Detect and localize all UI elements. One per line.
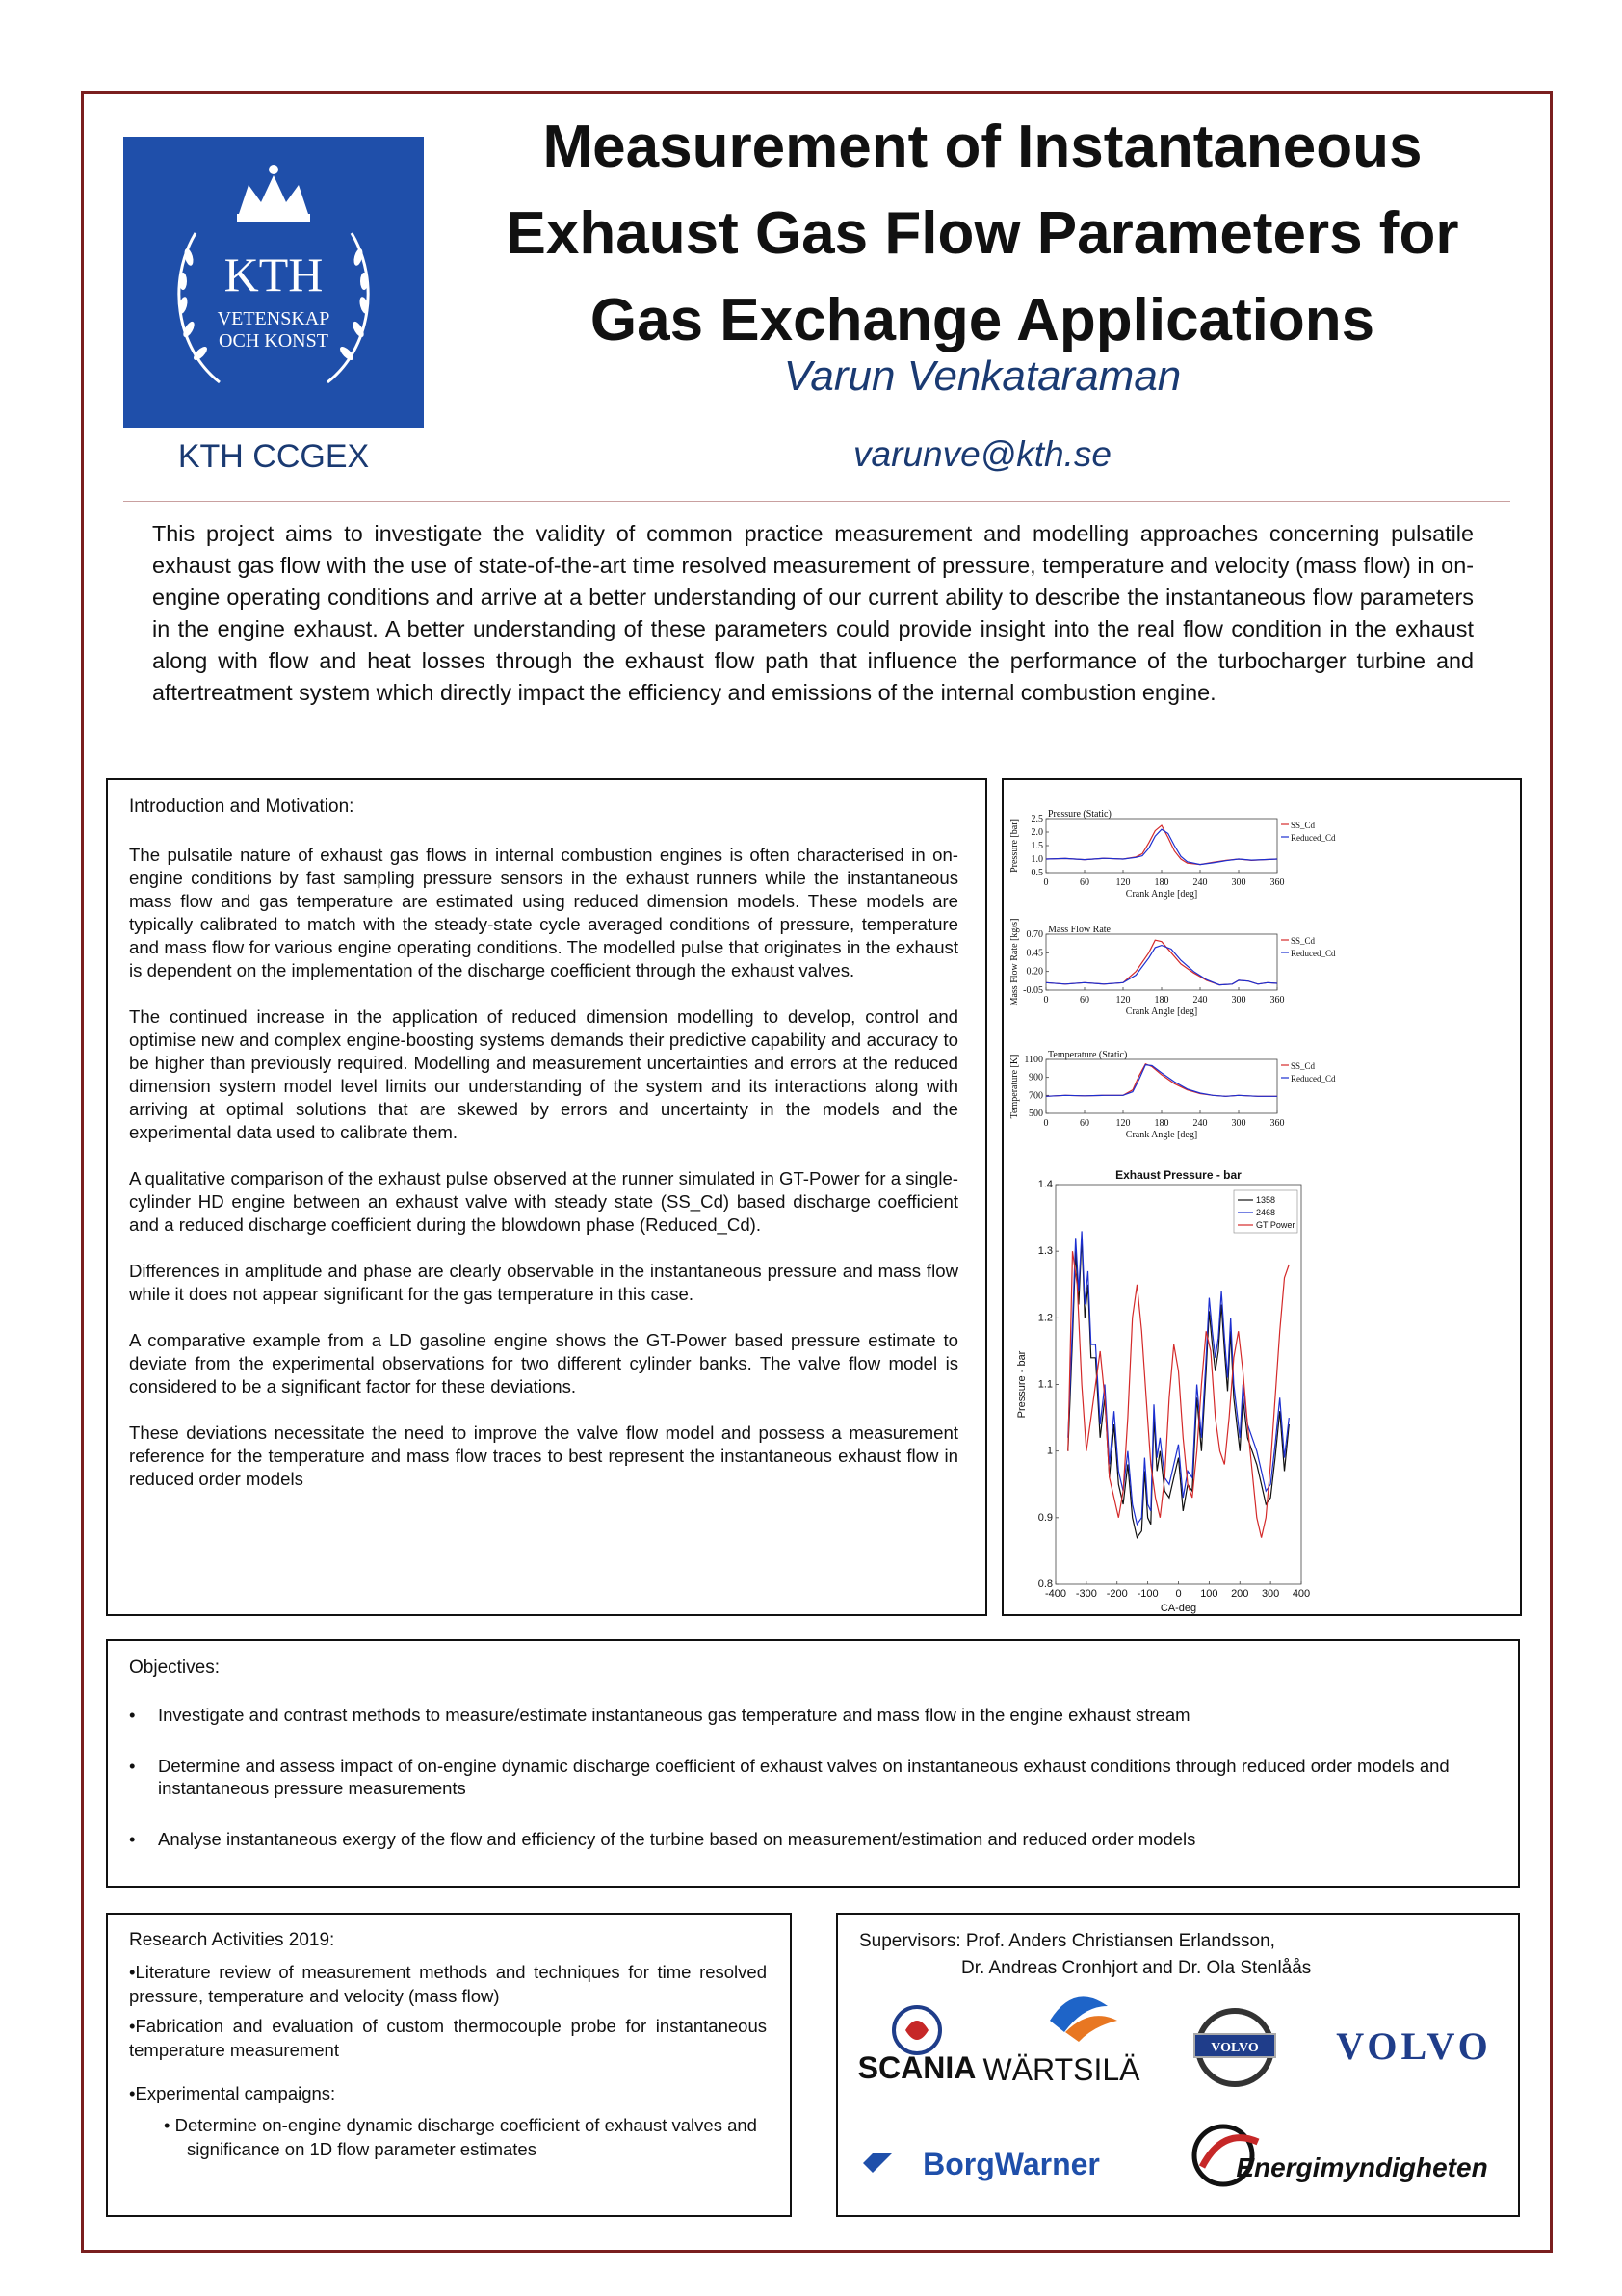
intro-paragraph: A qualitative comparison of the exhaust pulse observed at the runner simulated in GT-Power for a single-cylinder HD engine between an exhaust valve with steady state (SS_Cd) based discharge coefficient and a reduced discharge coefficient during the blowdown phase (Reduced_Cd). bbox=[129, 1168, 958, 1235]
svg-text:OCH KONST: OCH KONST bbox=[219, 330, 328, 352]
y-tick-label: 900 bbox=[1029, 1072, 1043, 1083]
svg-text:VOLVO: VOLVO bbox=[1211, 2041, 1259, 2055]
objectives-heading: Objectives: bbox=[129, 1657, 220, 1678]
legend-entry: SS_Cd bbox=[1291, 936, 1316, 946]
legend-entry: Reduced_Cd bbox=[1291, 1074, 1336, 1083]
chart-title: Mass Flow Rate bbox=[1048, 925, 1111, 935]
volvo-badge-logo bbox=[1194, 2011, 1275, 2084]
objective-item: • Determine and assess impact of on-engine dynamic discharge coefficient of exhaust valves on instantaneous exhaust conditions through reduced order models and instantaneous pressure measurements bbox=[129, 1755, 1497, 1799]
energimyndigheten-logo bbox=[1194, 2126, 1488, 2184]
svg-text:BorgWarner: BorgWarner bbox=[923, 2147, 1100, 2181]
y-tick-label: 1.1 bbox=[1037, 1378, 1053, 1391]
x-tick-label: 240 bbox=[1192, 1118, 1208, 1129]
objectives-section bbox=[106, 1639, 1520, 1888]
x-tick-label: 60 bbox=[1080, 995, 1089, 1005]
y-tick-label: 700 bbox=[1029, 1090, 1043, 1102]
legend-entry: 2468 bbox=[1256, 1208, 1276, 1217]
x-tick-label: 60 bbox=[1080, 1118, 1089, 1129]
chart-title: Pressure (Static) bbox=[1048, 809, 1112, 820]
activity-item: •Fabrication and evaluation of custom thermocouple probe for instantaneous temperature measurement bbox=[129, 2016, 767, 2060]
activity-item: •Literature review of measurement methods and techniques for time resolved pressure, temperature and velocity (mass flow) bbox=[129, 1962, 767, 2006]
x-tick-label: 180 bbox=[1154, 1118, 1169, 1129]
x-axis-label: Crank Angle [deg] bbox=[1125, 1130, 1198, 1140]
y-tick-label: 1.5 bbox=[1031, 841, 1043, 851]
kth-crest-icon bbox=[123, 137, 424, 428]
activities-heading: Research Activities 2019: bbox=[129, 1930, 335, 1950]
author-email[interactable]: varunve@kth.se bbox=[853, 434, 1112, 474]
legend-entry: 1358 bbox=[1256, 1195, 1276, 1205]
y-tick-label: 0.20 bbox=[1026, 966, 1043, 978]
y-tick-label: 0.70 bbox=[1026, 929, 1043, 940]
x-tick-label: 300 bbox=[1231, 995, 1246, 1005]
volvo-wordmark-logo bbox=[1336, 2024, 1491, 2068]
intro-paragraph: The pulsatile nature of exhaust gas flows in internal combustion engines is often characterised in on-engine conditions by fast sampling pressure sensors in the exhaust runners while the instantaneous mass flow and gas temperature are estimated using reduced dimension models. These models are typically calibrated to match with the steady-state cycle averaged conditions of pressure, temperature and mass flow for various engine operating conditions. The modelled pulse that originates in the exhaust is dependent on the implementation of the discharge coefficient through the exhaust valves. bbox=[129, 845, 958, 980]
x-tick-label: 60 bbox=[1080, 877, 1089, 888]
y-tick-label: 0.8 bbox=[1037, 1578, 1053, 1590]
figures-panel bbox=[1002, 778, 1522, 1616]
chart-title: Temperature (Static) bbox=[1048, 1050, 1128, 1060]
x-tick-label: 0 bbox=[1175, 1588, 1182, 1600]
author-name: Varun Venkataraman bbox=[783, 352, 1182, 400]
activity-item: •Experimental campaigns: bbox=[129, 2083, 336, 2103]
x-tick-label: 240 bbox=[1192, 877, 1208, 888]
y-tick-label: 0.5 bbox=[1031, 868, 1043, 878]
x-tick-label: 240 bbox=[1192, 995, 1208, 1005]
y-tick-label: 2.5 bbox=[1031, 814, 1043, 824]
y-axis-label: Mass Flow Rate [kg/s] bbox=[1009, 918, 1020, 1006]
x-tick-label: -200 bbox=[1106, 1588, 1128, 1600]
x-tick-label: 360 bbox=[1269, 995, 1285, 1005]
x-tick-label: 180 bbox=[1154, 877, 1169, 888]
chart-frame bbox=[1046, 934, 1277, 990]
intro-paragraph: A comparative example from a LD gasoline engine shows the GT-Power based pressure estimate to deviate from the experimental observations for two different cylinder banks. The valve flow model is considered to be a significant factor for these deviations. bbox=[129, 1330, 958, 1396]
x-tick-label: 360 bbox=[1269, 877, 1285, 888]
intro-paragraph: The continued increase in the application of reduced dimension modelling to develop, control and optimise new and complex engine-boosting systems demands their predictive capability and accuracy to be higher than previously required. Modelling and measurement uncertainties and errors at the reduced dimension system model level limits our understanding of the system and its interactions along with arriving at optimal solutions that are skewed by errors and uncertainty in the models and the experimental data used to calibrate them. bbox=[129, 1006, 958, 1142]
y-tick-label: 0.9 bbox=[1037, 1511, 1053, 1524]
x-tick-label: -100 bbox=[1137, 1588, 1159, 1600]
research-activities-section bbox=[106, 1913, 792, 2217]
supervisors-section bbox=[836, 1913, 1520, 2217]
x-tick-label: 200 bbox=[1231, 1588, 1249, 1600]
objective-item: • Investigate and contrast methods to measure/estimate instantaneous gas temperature and mass flow in the engine exhaust stream bbox=[129, 1704, 1497, 1726]
x-tick-label: 0 bbox=[1043, 1118, 1049, 1129]
x-tick-label: 0 bbox=[1043, 995, 1049, 1005]
legend-entry: Reduced_Cd bbox=[1291, 833, 1336, 843]
supervisors-line-2: Dr. Andreas Cronhjort and Dr. Ola Stenlåås bbox=[961, 1958, 1312, 1978]
svg-text:VETENSKAP: VETENSKAP bbox=[217, 308, 330, 329]
chart-title: Exhaust Pressure - bar bbox=[1115, 1168, 1242, 1182]
header-divider bbox=[123, 501, 1510, 502]
figures-svg bbox=[1004, 780, 1520, 1614]
sponsor-logos bbox=[838, 1915, 1522, 2219]
x-tick-label: 120 bbox=[1115, 1118, 1131, 1129]
poster-title: Measurement of Instantaneous Exhaust Gas Flow Parameters for Gas Exchange Applications bbox=[506, 114, 1459, 353]
intro-section bbox=[106, 778, 987, 1616]
x-tick-label: 120 bbox=[1115, 995, 1131, 1005]
y-tick-label: 1.3 bbox=[1037, 1245, 1053, 1258]
svg-text:SCANIA: SCANIA bbox=[857, 2050, 977, 2085]
organization-name: KTH CCGEX bbox=[177, 438, 370, 475]
borgwarner-logo bbox=[863, 2147, 1100, 2181]
chart-frame bbox=[1046, 1059, 1277, 1113]
intro-heading: Introduction and Motivation: bbox=[129, 796, 354, 817]
scania-logo bbox=[858, 2007, 977, 2085]
legend-entry: SS_Cd bbox=[1291, 821, 1316, 830]
objective-item: • Analyse instantaneous exergy of the flow and efficiency of the turbine based on measurement/estimation and reduced order models bbox=[129, 1828, 1497, 1850]
intro-paragraph: These deviations necessitate the need to improve the valve flow model and possess a measurement reference for the temperature and mass flow traces to best represent the instantaneous exhaust flow in reduced order models bbox=[129, 1422, 958, 1489]
y-tick-label: 0.45 bbox=[1026, 948, 1043, 959]
abstract: This project aims to investigate the validity of common practice measurement and modelling approaches concerning pulsatile exhaust gas flow with the use of state-of-the-art time resolved measurement of pressure, temperature and velocity (mass flow) in on-engine operating conditions and arrive at a better understanding of our current ability to describe the instantaneous flow parameters in the engine exhaust. A better understanding of these parameters could provide insight into the real flow condition in the exhaust along with flow and heat losses through the exhaust flow path that influence the performance of the turbocharger turbine and aftertreatment system which directly impact the efficiency and emissions of the internal combustion engine. bbox=[152, 521, 1474, 705]
y-axis-label: Temperature [K] bbox=[1009, 1054, 1020, 1119]
y-axis-label: Pressure [bar] bbox=[1009, 819, 1020, 873]
x-tick-label: -300 bbox=[1075, 1588, 1097, 1600]
kth-logo bbox=[123, 137, 424, 428]
y-axis-label: Pressure - bar bbox=[1016, 1350, 1028, 1419]
svg-text:KTH: KTH bbox=[223, 248, 324, 301]
x-tick-label: 360 bbox=[1269, 1118, 1285, 1129]
y-tick-label: 1100 bbox=[1024, 1055, 1043, 1065]
x-tick-label: -400 bbox=[1044, 1588, 1067, 1600]
intro-paragraph: Differences in amplitude and phase are clearly observable in the instantaneous pressure and mass flow while it does not appear significant for the gas temperature in this case. bbox=[129, 1261, 958, 1304]
y-tick-label: 500 bbox=[1029, 1109, 1043, 1119]
y-tick-label: 1.0 bbox=[1031, 854, 1043, 865]
wartsila-logo bbox=[983, 1996, 1141, 2087]
activity-sub-item: • Determine on-engine dynamic discharge coefficient of exhaust valves and significance on 1D flow parameter estimates bbox=[164, 2115, 757, 2159]
x-tick-label: 0 bbox=[1043, 877, 1049, 888]
x-tick-label: 120 bbox=[1115, 877, 1131, 888]
x-tick-label: 400 bbox=[1292, 1588, 1311, 1600]
x-tick-label: 300 bbox=[1231, 877, 1246, 888]
svg-text:Energimyndigheten: Energimyndigheten bbox=[1236, 2152, 1488, 2182]
y-tick-label: 2.0 bbox=[1031, 827, 1043, 838]
x-tick-label: 300 bbox=[1261, 1588, 1280, 1600]
svg-text:VOLVO: VOLVO bbox=[1336, 2024, 1492, 2068]
svg-text:WÄRTSILÄ: WÄRTSILÄ bbox=[982, 2052, 1140, 2087]
y-tick-label: 1 bbox=[1046, 1445, 1053, 1457]
y-tick-label: 1.4 bbox=[1037, 1179, 1053, 1190]
x-tick-label: 100 bbox=[1200, 1588, 1218, 1600]
objectives-list bbox=[129, 1704, 1497, 1850]
x-axis-label: CA-deg bbox=[1160, 1603, 1197, 1614]
legend-entry: SS_Cd bbox=[1291, 1061, 1316, 1071]
x-tick-label: 180 bbox=[1154, 995, 1169, 1005]
chart-frame bbox=[1046, 819, 1277, 873]
legend-entry: GT Power bbox=[1256, 1220, 1295, 1230]
supervisors-line-1: Supervisors: Prof. Anders Christiansen Erlandsson, bbox=[859, 1931, 1275, 1951]
x-tick-label: 300 bbox=[1231, 1118, 1246, 1129]
x-axis-label: Crank Angle [deg] bbox=[1125, 1006, 1198, 1017]
legend-entry: Reduced_Cd bbox=[1291, 949, 1336, 958]
y-tick-label: 1.2 bbox=[1037, 1312, 1053, 1324]
y-tick-label: -0.05 bbox=[1023, 985, 1043, 996]
x-axis-label: Crank Angle [deg] bbox=[1125, 889, 1198, 900]
